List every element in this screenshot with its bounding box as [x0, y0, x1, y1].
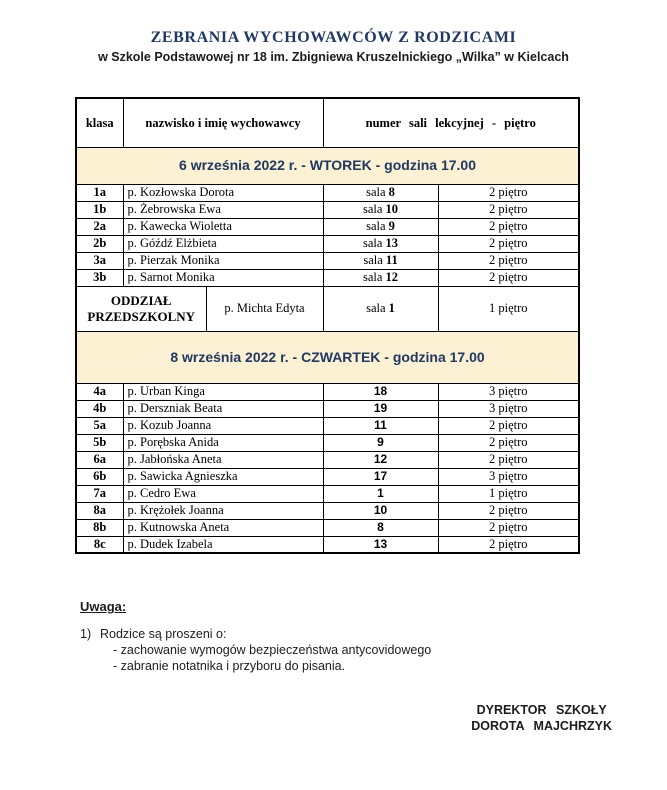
room-cell: 10 [323, 502, 438, 519]
notes-section [80, 599, 431, 673]
class-cell: 8c [76, 536, 123, 553]
floor-cell: 2 piętro [438, 235, 579, 252]
room-cell: 19 [323, 400, 438, 417]
session2-rows [76, 383, 579, 553]
room-cell: 18 [323, 383, 438, 400]
teacher-cell: p. Urban Kinga [123, 383, 323, 400]
signature-block [471, 703, 612, 734]
table-row [76, 235, 579, 252]
teacher-cell: p. Derszniak Beata [123, 400, 323, 417]
room-cell: 13 [323, 536, 438, 553]
table-head-section [76, 98, 579, 184]
teacher-cell: p. Krężołek Joanna [123, 502, 323, 519]
notes-item-text: Rodzice są proszeni o: [100, 627, 227, 641]
table-row [76, 269, 579, 286]
class-cell: 8a [76, 502, 123, 519]
teacher-cell: p. Kutnowska Aneta [123, 519, 323, 536]
teacher-cell: p. Cedro Ewa [123, 485, 323, 502]
teacher-cell: p. Kozłowska Dorota [123, 184, 323, 201]
session1-banner-row [76, 147, 579, 184]
teacher-cell: p. Sawicka Agnieszka [123, 468, 323, 485]
notes-heading: Uwaga: [80, 599, 127, 614]
class-cell: 2b [76, 235, 123, 252]
table-row [76, 252, 579, 269]
class-cell: 4b [76, 400, 123, 417]
room-cell: sala 8 [323, 184, 438, 201]
table-row [76, 383, 579, 400]
column-header-teacher: nazwisko i imię wychowawcy [123, 98, 323, 147]
teacher-cell: p. Góźdź Elżbieta [123, 235, 323, 252]
document-header [0, 29, 667, 64]
table-header-row [76, 98, 579, 147]
class-cell: 6b [76, 468, 123, 485]
table-row [76, 417, 579, 434]
teacher-cell: p. Kawecka Wioletta [123, 218, 323, 235]
table-row [76, 536, 579, 553]
class-cell: 1b [76, 201, 123, 218]
teacher-cell: p. Jabłońska Aneta [123, 451, 323, 468]
class-cell: ODDZIAŁ PRZEDSZKOLNY [76, 286, 206, 331]
page-subtitle: w Szkole Podstawowej nr 18 im. Zbigniewa Kruszelnickiego „Wilka” w Kielcach [98, 50, 569, 64]
session2-banner: 8 września 2022 r. - CZWARTEK - godzina 17.00 [76, 331, 579, 383]
table-row-oddzial [76, 286, 579, 331]
floor-cell: 2 piętro [438, 451, 579, 468]
table-row [76, 218, 579, 235]
special-section [76, 286, 579, 383]
table-row [76, 184, 579, 201]
notes-sub-item: - zabranie notatnika i przyboru do pisania. [113, 659, 346, 673]
room-cell: 12 [323, 451, 438, 468]
table-row [76, 519, 579, 536]
floor-cell: 2 piętro [438, 519, 579, 536]
table-row [76, 201, 579, 218]
room-cell: sala 12 [323, 269, 438, 286]
table-row [76, 485, 579, 502]
signature-role: DYREKTOR SZKOŁY [476, 703, 607, 717]
class-cell: 4a [76, 383, 123, 400]
floor-cell: 2 piętro [438, 252, 579, 269]
page-title: ZEBRANIA WYCHOWAWCÓW Z RODZICAMI [150, 29, 517, 46]
teacher-cell: p. Sarnot Monika [123, 269, 323, 286]
table-row [76, 451, 579, 468]
teacher-cell: p. Kozub Joanna [123, 417, 323, 434]
room-cell: sala 1 [323, 286, 438, 331]
table-row [76, 434, 579, 451]
floor-cell: 3 piętro [438, 400, 579, 417]
table-row [76, 502, 579, 519]
floor-cell: 1 piętro [438, 286, 579, 331]
session2-banner-row [76, 331, 579, 383]
floor-cell: 2 piętro [438, 502, 579, 519]
schedule-table [75, 97, 580, 554]
session1-rows [76, 184, 579, 286]
room-cell: sala 13 [323, 235, 438, 252]
floor-cell: 3 piętro [438, 468, 579, 485]
column-header-room: numer sali lekcyjnej - piętro [323, 98, 579, 147]
table-row [76, 400, 579, 417]
notes-item [80, 627, 431, 641]
teacher-cell: p. Porębska Anida [123, 434, 323, 451]
room-cell: sala 11 [323, 252, 438, 269]
room-cell: 11 [323, 417, 438, 434]
floor-cell: 2 piętro [438, 417, 579, 434]
notes-item-number: 1) [80, 627, 92, 641]
teacher-cell: p. Michta Edyta [206, 286, 323, 331]
class-cell: 7a [76, 485, 123, 502]
class-cell: 5a [76, 417, 123, 434]
room-cell: 1 [323, 485, 438, 502]
room-cell: sala 10 [323, 201, 438, 218]
room-cell: 17 [323, 468, 438, 485]
room-cell: sala 9 [323, 218, 438, 235]
floor-cell: 3 piętro [438, 383, 579, 400]
session1-banner: 6 września 2022 r. - WTOREK - godzina 17.00 [76, 147, 579, 184]
floor-cell: 1 piętro [438, 485, 579, 502]
notes-sub-item: - zachowanie wymogów bezpieczeństwa antycovidowego [113, 643, 432, 657]
class-cell: 2a [76, 218, 123, 235]
teacher-cell: p. Pierzak Monika [123, 252, 323, 269]
floor-cell: 2 piętro [438, 269, 579, 286]
teacher-cell: p. Dudek Izabela [123, 536, 323, 553]
floor-cell: 2 piętro [438, 201, 579, 218]
room-cell: 8 [323, 519, 438, 536]
class-cell: 8b [76, 519, 123, 536]
room-cell: 9 [323, 434, 438, 451]
floor-cell: 2 piętro [438, 536, 579, 553]
table-row [76, 468, 579, 485]
class-cell: 3b [76, 269, 123, 286]
class-cell: 5b [76, 434, 123, 451]
floor-cell: 2 piętro [438, 434, 579, 451]
floor-cell: 2 piętro [438, 184, 579, 201]
class-cell: 3a [76, 252, 123, 269]
class-cell: 6a [76, 451, 123, 468]
teacher-cell: p. Żebrowska Ewa [123, 201, 323, 218]
signature-name: DOROTA MAJCHRZYK [471, 718, 612, 733]
column-header-klasa: klasa [76, 98, 123, 147]
class-cell: 1a [76, 184, 123, 201]
floor-cell: 2 piętro [438, 218, 579, 235]
